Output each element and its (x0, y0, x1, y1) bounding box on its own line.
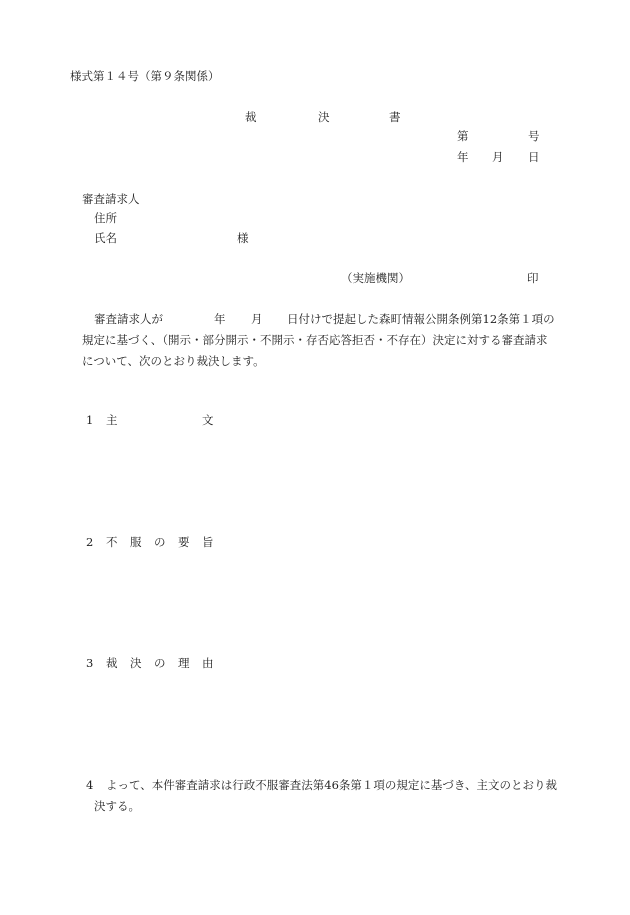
form-label: 様式第１４号（第９条関係） (70, 69, 220, 83)
section-3-char-1: 裁 (106, 656, 118, 670)
section-3-number: 3 (86, 656, 94, 670)
title-char-1: 裁 (245, 110, 257, 124)
requester-name-label: 氏名 (94, 231, 117, 245)
closing-line1: よって、本件審査請求は行政不服審査法第46条第１項の規定に基づき、主文のとおり裁 (106, 778, 557, 792)
requester-heading: 審査請求人 (82, 192, 140, 206)
section-1-char-2: 文 (202, 413, 214, 427)
intro-line1-b: 日付けで提起した森町情報公開条例第12条第１項の (287, 312, 555, 326)
date-month: 月 (492, 150, 504, 164)
intro-line1-a: 審査請求人が (94, 312, 163, 326)
date-year: 年 (457, 150, 469, 164)
date-day: 日 (528, 150, 540, 164)
intro-line2: 規定に基づく、（開示・部分開示・不開示・存否応答拒否・不存在）決定に対する審査請求 (82, 333, 548, 347)
intro-line1-month: 月 (251, 312, 263, 326)
section-2-char-2: 服 (130, 535, 142, 549)
section-2-number: 2 (86, 535, 94, 549)
requester-address-label: 住所 (94, 211, 117, 225)
section-3-char-2: 決 (130, 656, 142, 670)
closing-line2: 決する。 (94, 799, 140, 813)
title-char-3: 書 (389, 110, 401, 124)
title-char-2: 決 (318, 110, 330, 124)
requester-honorific: 様 (237, 231, 249, 245)
intro-line1-year: 年 (214, 312, 226, 326)
section-3-char-5: 由 (202, 656, 214, 670)
agency-label: （実施機関） (341, 271, 410, 285)
section-3-char-4: 理 (178, 656, 190, 670)
seal-mark: 印 (527, 271, 539, 285)
section-2-char-4: 要 (178, 535, 190, 549)
doc-number-prefix: 第 (457, 129, 469, 143)
section-2-char-5: 旨 (202, 535, 214, 549)
section-1-number: 1 (86, 413, 94, 427)
section-2-char-3: の (154, 535, 166, 549)
section-1-char-1: 主 (106, 413, 118, 427)
doc-number-suffix: 号 (528, 129, 540, 143)
intro-line3: について、次のとおり裁決します。 (82, 354, 265, 368)
section-3-char-3: の (154, 656, 166, 670)
section-2-char-1: 不 (106, 535, 118, 549)
section-4-number: 4 (86, 778, 94, 792)
